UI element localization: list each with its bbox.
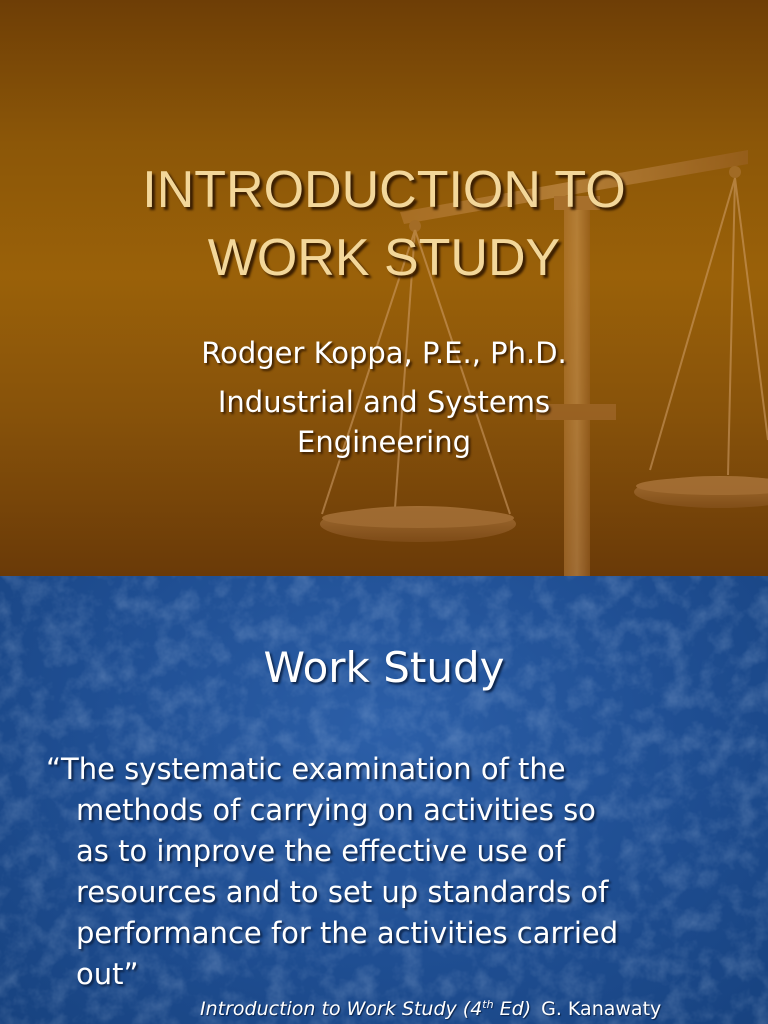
quote-line: performance for the activities carried <box>76 916 619 950</box>
definition-slide <box>0 576 768 1024</box>
slide-title-line-2: WORK STUDY <box>207 229 561 287</box>
department-line-2: Engineering <box>297 425 471 459</box>
quote-line: “The systematic examination of the <box>46 752 566 786</box>
department-line-1: Industrial and Systems <box>217 385 551 419</box>
quote-line: as to improve the effective use of <box>76 834 565 868</box>
citation-title-end: Ed) <box>493 998 532 1020</box>
citation-title: Introduction to Work Study (4 <box>200 998 483 1020</box>
quote-line: methods of carrying on activities so <box>76 793 596 827</box>
slide-title: Work Study <box>263 643 505 692</box>
citation <box>200 997 760 1021</box>
author-name: Rodger Koppa, P.E., Ph.D. <box>201 336 567 370</box>
quote-line: out” <box>76 957 139 991</box>
citation-edition-superscript: th <box>482 998 494 1011</box>
quote-line: resources and to set up standards of <box>76 875 609 909</box>
slide-title-line-1: INTRODUCTION TO <box>142 161 626 219</box>
citation-author: G. Kanawaty <box>541 998 662 1020</box>
